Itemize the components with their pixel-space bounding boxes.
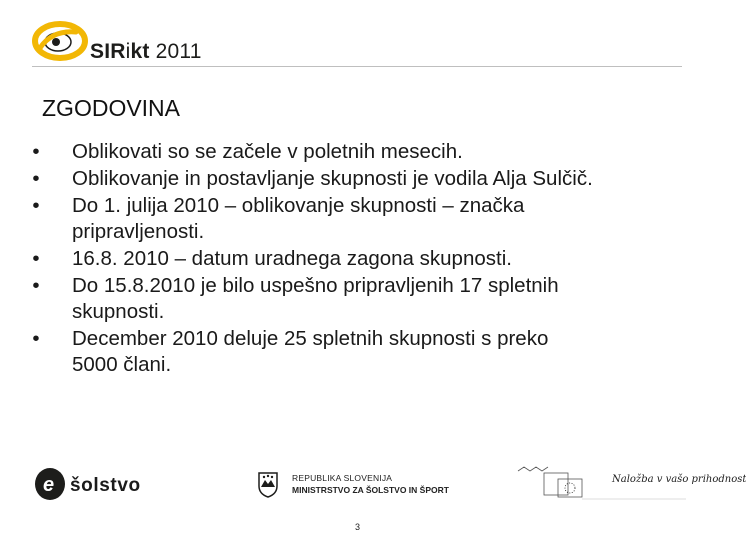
bullet-item: • Oblikovanje in postavljanje skupnosti je vodila Alja Sulčič. <box>28 166 698 192</box>
bullet-dot: • <box>32 140 40 163</box>
bullet-dot: • <box>32 247 40 270</box>
bullet-dot: • <box>32 327 40 350</box>
ministry-country: REPUBLIKA SLOVENIJA <box>292 473 393 483</box>
sirikt-wordmark: SIRikt 2011 <box>90 40 202 63</box>
header-divider <box>32 66 682 67</box>
ministry-name: MINISTRSTVO ZA ŠOLSTVO IN ŠPORT <box>292 485 449 495</box>
bullet-item: • Oblikovati so se začele v poletnih mesecih. <box>28 139 698 165</box>
bullet-item: • Do 15.8.2010 je bilo uspešno pripravljenih 17 spletnih skupnosti. <box>28 273 698 325</box>
esolstvo-wordmark: šolstvo <box>70 475 141 496</box>
eu-slogan: Naložba v vašo prihodnost <box>612 474 746 485</box>
eu-funding-logo <box>514 463 746 513</box>
bullet-list <box>28 139 698 379</box>
bullet-item: • December 2010 deluje 25 spletnih skupnosti s preko 5000 člani. <box>28 326 698 378</box>
ministry-logo <box>258 470 468 500</box>
svg-text:e: e <box>43 474 55 496</box>
bullet-item: • 16.8. 2010 – datum uradnega zagona skupnosti. <box>28 246 698 272</box>
coat-of-arms-icon <box>258 472 278 498</box>
sirikt-emblem-icon <box>32 18 92 64</box>
bullet-dot: • <box>32 274 40 297</box>
page-number: 3 <box>355 522 361 532</box>
bullet-dot: • <box>32 167 40 190</box>
eu-flag-icon <box>514 463 689 513</box>
slide-title: ZGODOVINA <box>42 95 181 121</box>
esolstvo-emblem-icon <box>33 466 67 502</box>
bullet-dot: • <box>32 194 40 217</box>
bullet-item: • Do 1. julija 2010 – oblikovanje skupnosti – značka pripravljenosti. <box>28 193 698 245</box>
